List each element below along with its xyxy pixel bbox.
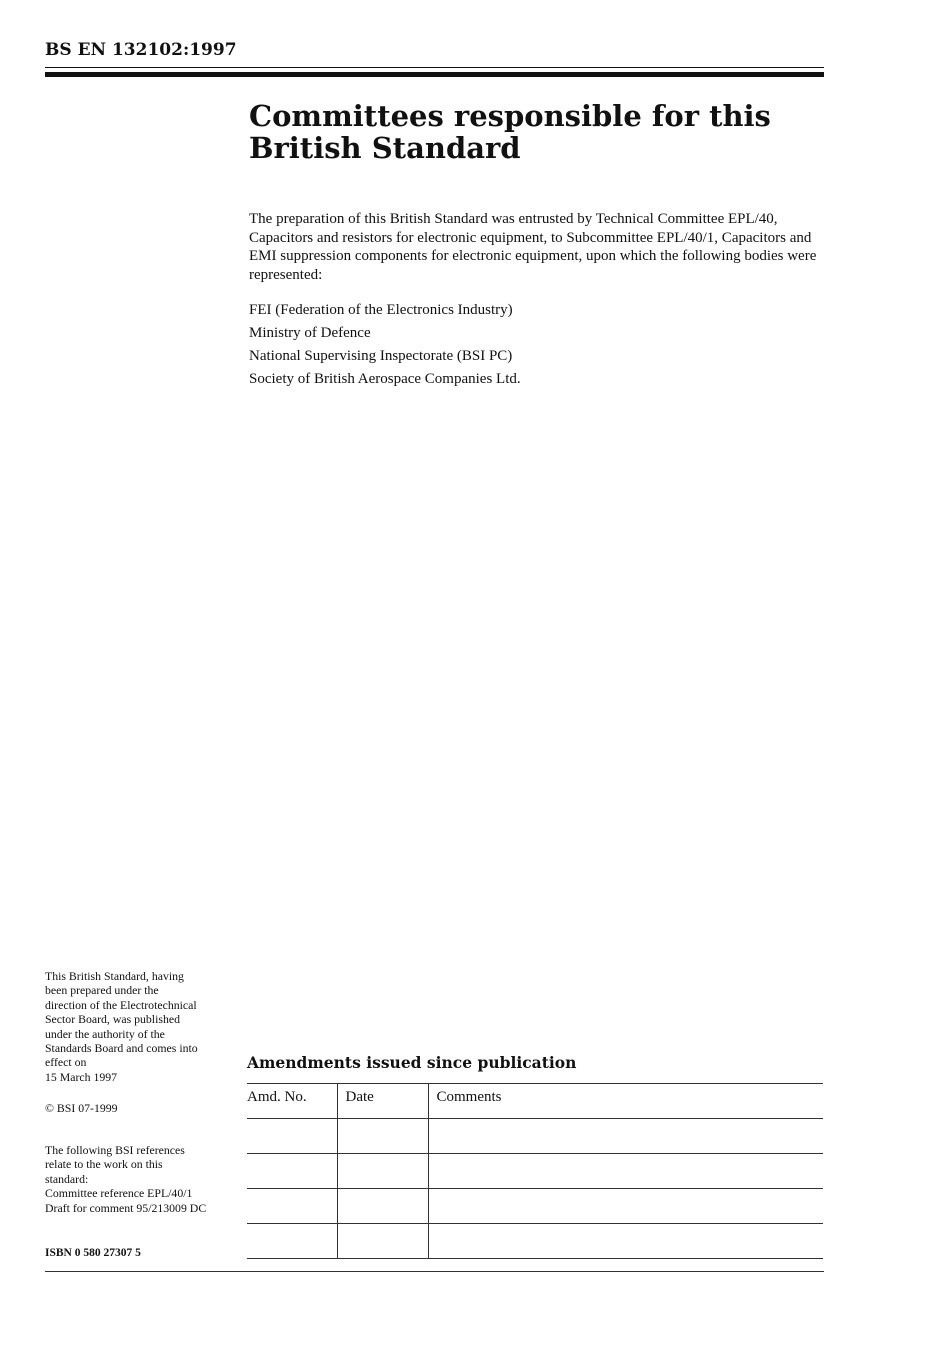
publication-note <box>45 969 245 1084</box>
column-header-date: Date <box>337 1084 428 1119</box>
table-row <box>247 1224 823 1259</box>
publication-line: Sector Board, was published <box>45 1012 180 1027</box>
reference-line: standard: <box>45 1171 89 1186</box>
publication-line: been prepared under the <box>45 983 159 998</box>
represented-bodies-list <box>249 299 521 391</box>
table-cell <box>428 1224 823 1259</box>
footer-rule <box>45 1271 824 1272</box>
draft-reference: Draft for comment 95/213009 DC <box>45 1200 207 1215</box>
publication-date: 15 March 1997 <box>45 1069 118 1084</box>
table-cell <box>428 1119 823 1154</box>
table-cell <box>247 1224 337 1259</box>
amendments-title: Amendments issued since publication <box>247 1053 577 1072</box>
list-item: Ministry of Defence <box>249 325 371 341</box>
table-row <box>247 1189 823 1224</box>
publication-line: This British Standard, having <box>45 969 184 983</box>
table-cell <box>247 1189 337 1224</box>
list-item: Society of British Aerospace Companies Ltd. <box>249 371 521 387</box>
table-cell <box>428 1189 823 1224</box>
table-cell <box>337 1224 428 1259</box>
table-cell <box>337 1189 428 1224</box>
header-rule-thin <box>45 67 824 68</box>
amendments-table <box>247 1083 823 1259</box>
table-cell <box>247 1119 337 1154</box>
table-cell <box>428 1154 823 1189</box>
document-code: BS EN 132102:1997 <box>45 40 237 60</box>
table-header-row <box>247 1084 823 1119</box>
isbn: ISBN 0 580 27307 5 <box>45 1247 141 1259</box>
copyright-notice: © BSI 07-1999 <box>45 1101 118 1115</box>
reference-line: relate to the work on this <box>45 1157 163 1172</box>
table-row <box>247 1119 823 1154</box>
publication-line: Standards Board and comes into <box>45 1041 198 1056</box>
page-title: Committees responsible for this British Standard <box>249 99 771 165</box>
publication-line: under the authority of the <box>45 1026 165 1041</box>
table-row <box>247 1154 823 1189</box>
table-cell <box>337 1154 428 1189</box>
publication-line: effect on <box>45 1055 87 1070</box>
table-cell <box>247 1154 337 1189</box>
committee-reference: Committee reference EPL/40/1 <box>45 1186 193 1201</box>
column-header-amd-no: Amd. No. <box>247 1084 337 1119</box>
table-cell <box>337 1119 428 1154</box>
intro-paragraph: The preparation of this British Standard was entrusted by Technical Committee EPL/40, Capacitors and resistors for electronic equipment, to Subcommittee EPL/40/1, Capacitors and EMI suppression components for electronic equipment, upon which the following bodies were represented: <box>249 211 817 283</box>
publication-line: direction of the Electrotechnical <box>45 997 197 1012</box>
column-header-comments: Comments <box>428 1084 823 1119</box>
list-item: FEI (Federation of the Electronics Industry) <box>249 302 513 318</box>
list-item: National Supervising Inspectorate (BSI PC) <box>249 348 513 364</box>
bsi-references <box>45 1143 245 1215</box>
header-rule-thick <box>45 72 824 77</box>
reference-line: The following BSI references <box>45 1143 185 1157</box>
